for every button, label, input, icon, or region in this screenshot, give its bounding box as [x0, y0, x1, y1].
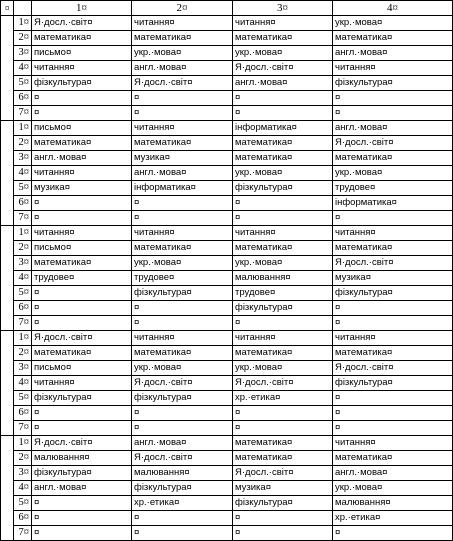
subject-cell: малювання¤ [333, 496, 453, 511]
subject-cell: математика¤ [233, 151, 333, 166]
subject-cell: математика¤ [32, 346, 132, 361]
subject-cell: математика¤ [233, 436, 333, 451]
subject-cell: ¤ [132, 526, 233, 541]
subject-cell: Я·досл.·світ¤ [333, 256, 453, 271]
period-number: 3¤ [14, 256, 32, 271]
subject-cell: ¤ [32, 91, 132, 106]
period-number: 3¤ [14, 46, 32, 61]
subject-cell: ¤ [32, 421, 132, 436]
subject-cell: фізкультура¤ [132, 286, 233, 301]
period-number: 5¤ [14, 286, 32, 301]
subject-cell: укр.·мова¤ [233, 166, 333, 181]
table-row [1, 466, 453, 481]
period-number: 6¤ [14, 301, 32, 316]
subject-cell: трудове¤ [132, 271, 233, 286]
table-row [1, 196, 453, 211]
subject-cell: Я·досл.·світ¤ [32, 16, 132, 31]
column-header: 4¤ [333, 1, 453, 16]
subject-cell: математика¤ [333, 451, 453, 466]
subject-cell: малювання¤ [132, 466, 233, 481]
subject-cell: Я·досл.·світ¤ [233, 376, 333, 391]
period-number: 1¤ [14, 16, 32, 31]
subject-cell: інформатика¤ [132, 181, 233, 196]
subject-cell: інформатика¤ [333, 196, 453, 211]
period-number: 7¤ [14, 526, 32, 541]
table-row [1, 346, 453, 361]
table-row [1, 481, 453, 496]
subject-cell: інформатика¤ [233, 121, 333, 136]
table-row [1, 226, 453, 241]
subject-cell: Я·досл.·світ¤ [233, 61, 333, 76]
table-row [1, 361, 453, 376]
table-row [1, 91, 453, 106]
period-number: 7¤ [14, 106, 32, 121]
subject-cell: ¤ [233, 406, 333, 421]
corner-cell [1, 1, 14, 16]
period-number: 3¤ [14, 466, 32, 481]
subject-cell: укр.·мова¤ [233, 46, 333, 61]
subject-cell: фізкультура¤ [233, 496, 333, 511]
subject-cell: малювання¤ [32, 451, 132, 466]
subject-cell: математика¤ [233, 136, 333, 151]
subject-cell: ¤ [333, 211, 453, 226]
period-number: 2¤ [14, 136, 32, 151]
table-row [1, 166, 453, 181]
subject-cell: ¤ [32, 106, 132, 121]
subject-cell: ¤ [32, 406, 132, 421]
subject-cell: ¤ [333, 91, 453, 106]
subject-cell: англ.·мова¤ [132, 166, 233, 181]
subject-cell: письмо¤ [32, 241, 132, 256]
column-header: 3¤ [233, 1, 333, 16]
subject-cell: укр.·мова¤ [132, 256, 233, 271]
subject-cell: Я·досл.·світ¤ [333, 361, 453, 376]
subject-cell: математика¤ [132, 241, 233, 256]
subject-cell: читання¤ [333, 331, 453, 346]
table-row [1, 451, 453, 466]
subject-cell: укр.·мова¤ [333, 16, 453, 31]
subject-cell: англ.·мова¤ [132, 61, 233, 76]
subject-cell: ¤ [233, 421, 333, 436]
subject-cell: ¤ [132, 106, 233, 121]
subject-cell: трудове¤ [32, 271, 132, 286]
subject-cell: ¤ [233, 526, 333, 541]
subject-cell: математика¤ [233, 241, 333, 256]
subject-cell: читання¤ [233, 16, 333, 31]
subject-cell: ¤ [333, 301, 453, 316]
period-number: 6¤ [14, 511, 32, 526]
subject-cell: музика¤ [32, 181, 132, 196]
subject-cell: читання¤ [132, 226, 233, 241]
period-header-cell [14, 1, 32, 16]
table-row [1, 151, 453, 166]
period-number: 4¤ [14, 376, 32, 391]
subject-cell: математика¤ [333, 346, 453, 361]
table-row [1, 46, 453, 61]
table-row [1, 301, 453, 316]
period-number: 5¤ [14, 496, 32, 511]
subject-cell: фізкультура¤ [233, 301, 333, 316]
subject-cell: ¤ [32, 526, 132, 541]
subject-cell: ¤ [132, 196, 233, 211]
subject-cell: ¤ [132, 301, 233, 316]
subject-cell: англ.·мова¤ [132, 436, 233, 451]
subject-cell: укр.·мова¤ [333, 481, 453, 496]
subject-cell: читання¤ [132, 121, 233, 136]
subject-cell: англ.·мова¤ [333, 46, 453, 61]
subject-cell: математика¤ [32, 256, 132, 271]
period-number: 5¤ [14, 181, 32, 196]
day-cell [1, 16, 14, 121]
subject-cell: ¤ [32, 211, 132, 226]
period-number: 7¤ [14, 316, 32, 331]
table-row [1, 406, 453, 421]
subject-cell: укр.·мова¤ [132, 46, 233, 61]
subject-cell: фізкультура¤ [333, 286, 453, 301]
table-row [1, 511, 453, 526]
subject-cell: ¤ [333, 316, 453, 331]
table-row [1, 76, 453, 91]
subject-cell: укр.·мова¤ [233, 256, 333, 271]
subject-cell: читання¤ [233, 331, 333, 346]
subject-cell: англ.·мова¤ [333, 466, 453, 481]
subject-cell: Я·досл.·світ¤ [233, 466, 333, 481]
subject-cell: читання¤ [333, 226, 453, 241]
period-number: 3¤ [14, 151, 32, 166]
table-row [1, 331, 453, 346]
day-cell [1, 331, 14, 436]
subject-cell: письмо¤ [32, 361, 132, 376]
day-cell [1, 121, 14, 226]
table-row [1, 211, 453, 226]
subject-cell: ¤ [32, 196, 132, 211]
subject-cell: ¤ [32, 286, 132, 301]
subject-cell: малювання¤ [233, 271, 333, 286]
period-number: 5¤ [14, 391, 32, 406]
subject-cell: Я·досл.·світ¤ [132, 76, 233, 91]
period-number: 4¤ [14, 166, 32, 181]
table-row [1, 106, 453, 121]
subject-cell: ¤ [333, 526, 453, 541]
subject-cell: ¤ [132, 406, 233, 421]
subject-cell: математика¤ [233, 451, 333, 466]
subject-cell: ¤ [333, 391, 453, 406]
period-number: 4¤ [14, 481, 32, 496]
subject-cell: ¤ [32, 496, 132, 511]
subject-cell: трудове¤ [233, 286, 333, 301]
subject-cell: математика¤ [233, 31, 333, 46]
subject-cell: Я·досл.·світ¤ [132, 376, 233, 391]
subject-cell: читання¤ [32, 166, 132, 181]
table-row [1, 181, 453, 196]
subject-cell: музика¤ [333, 271, 453, 286]
subject-cell: фізкультура¤ [333, 76, 453, 91]
period-number: 7¤ [14, 421, 32, 436]
column-header: 2¤ [132, 1, 233, 16]
day-cell [1, 436, 14, 541]
period-number: 1¤ [14, 226, 32, 241]
subject-cell: фізкультура¤ [32, 76, 132, 91]
table-row [1, 391, 453, 406]
period-number: 2¤ [14, 451, 32, 466]
period-number: 7¤ [14, 211, 32, 226]
subject-cell: ¤ [333, 421, 453, 436]
subject-cell: ¤ [233, 196, 333, 211]
table-row [1, 496, 453, 511]
table-row [1, 316, 453, 331]
subject-cell: ¤ [132, 511, 233, 526]
subject-cell: ¤ [132, 211, 233, 226]
subject-cell: математика¤ [333, 31, 453, 46]
subject-cell: читання¤ [333, 61, 453, 76]
subject-cell: математика¤ [132, 136, 233, 151]
subject-cell: трудове¤ [333, 181, 453, 196]
subject-cell: хр.·етика¤ [233, 391, 333, 406]
subject-cell: ¤ [233, 106, 333, 121]
subject-cell: фізкультура¤ [32, 391, 132, 406]
day-cell [1, 226, 14, 331]
period-number: 4¤ [14, 61, 32, 76]
subject-cell: ¤ [333, 106, 453, 121]
period-number: 6¤ [14, 196, 32, 211]
table-row [1, 121, 453, 136]
table-row [1, 61, 453, 76]
subject-cell: Я·досл.·світ¤ [333, 136, 453, 151]
column-header: 1¤ [32, 1, 132, 16]
period-number: 1¤ [14, 436, 32, 451]
subject-cell: ¤ [32, 511, 132, 526]
table-row [1, 286, 453, 301]
subject-cell: укр.·мова¤ [132, 361, 233, 376]
subject-cell: фізкультура¤ [233, 181, 333, 196]
subject-cell: математика¤ [32, 136, 132, 151]
table-row [1, 241, 453, 256]
table-row [1, 16, 453, 31]
subject-cell: ¤ [233, 91, 333, 106]
subject-cell: читання¤ [132, 331, 233, 346]
subject-cell: ¤ [32, 301, 132, 316]
table-row [1, 136, 453, 151]
subject-cell: англ.·мова¤ [32, 151, 132, 166]
subject-cell: читання¤ [32, 376, 132, 391]
header-row [1, 1, 453, 16]
corner-mark: ¤ [1, 6, 14, 11]
subject-cell: математика¤ [32, 31, 132, 46]
table-row [1, 31, 453, 46]
period-number: 5¤ [14, 76, 32, 91]
subject-cell: ¤ [132, 91, 233, 106]
subject-cell: фізкультура¤ [132, 481, 233, 496]
table-row [1, 271, 453, 286]
subject-cell: ¤ [233, 316, 333, 331]
subject-cell: фізкультура¤ [32, 466, 132, 481]
period-number: 2¤ [14, 241, 32, 256]
subject-cell: ¤ [32, 316, 132, 331]
subject-cell: ¤ [132, 316, 233, 331]
period-number: 1¤ [14, 331, 32, 346]
subject-cell: читання¤ [132, 16, 233, 31]
period-number: 2¤ [14, 31, 32, 46]
subject-cell: математика¤ [132, 346, 233, 361]
table-row [1, 526, 453, 541]
subject-cell: англ.·мова¤ [333, 121, 453, 136]
subject-cell: читання¤ [32, 61, 132, 76]
period-number: 4¤ [14, 271, 32, 286]
period-number: 6¤ [14, 91, 32, 106]
subject-cell: укр.·мова¤ [333, 166, 453, 181]
subject-cell: ¤ [233, 211, 333, 226]
period-number: 3¤ [14, 361, 32, 376]
subject-cell: письмо¤ [32, 121, 132, 136]
table-row [1, 436, 453, 451]
schedule-body [1, 16, 453, 541]
subject-cell: математика¤ [333, 241, 453, 256]
subject-cell: читання¤ [32, 226, 132, 241]
subject-cell: математика¤ [233, 346, 333, 361]
subject-cell: ¤ [132, 421, 233, 436]
subject-cell: фізкультура¤ [132, 391, 233, 406]
subject-cell: читання¤ [233, 226, 333, 241]
period-number: 2¤ [14, 346, 32, 361]
subject-cell: Я·досл.·світ¤ [32, 331, 132, 346]
table-row [1, 421, 453, 436]
subject-cell: англ.·мова¤ [233, 76, 333, 91]
subject-cell: англ.·мова¤ [32, 481, 132, 496]
subject-cell: Я·досл.·світ¤ [132, 451, 233, 466]
subject-cell: музика¤ [132, 151, 233, 166]
subject-cell: ¤ [233, 511, 333, 526]
subject-cell: Я·досл.·світ¤ [32, 436, 132, 451]
subject-cell: музика¤ [233, 481, 333, 496]
subject-cell: укр.·мова¤ [233, 361, 333, 376]
period-number: 6¤ [14, 406, 32, 421]
subject-cell: математика¤ [333, 151, 453, 166]
table-row [1, 376, 453, 391]
subject-cell: ¤ [333, 406, 453, 421]
subject-cell: письмо¤ [32, 46, 132, 61]
subject-cell: читання¤ [333, 436, 453, 451]
subject-cell: хр.·етика¤ [333, 511, 453, 526]
subject-cell: математика¤ [132, 31, 233, 46]
table-row [1, 256, 453, 271]
subject-cell: фізкультура¤ [333, 376, 453, 391]
subject-cell: хр.·етика¤ [132, 496, 233, 511]
period-number: 1¤ [14, 121, 32, 136]
